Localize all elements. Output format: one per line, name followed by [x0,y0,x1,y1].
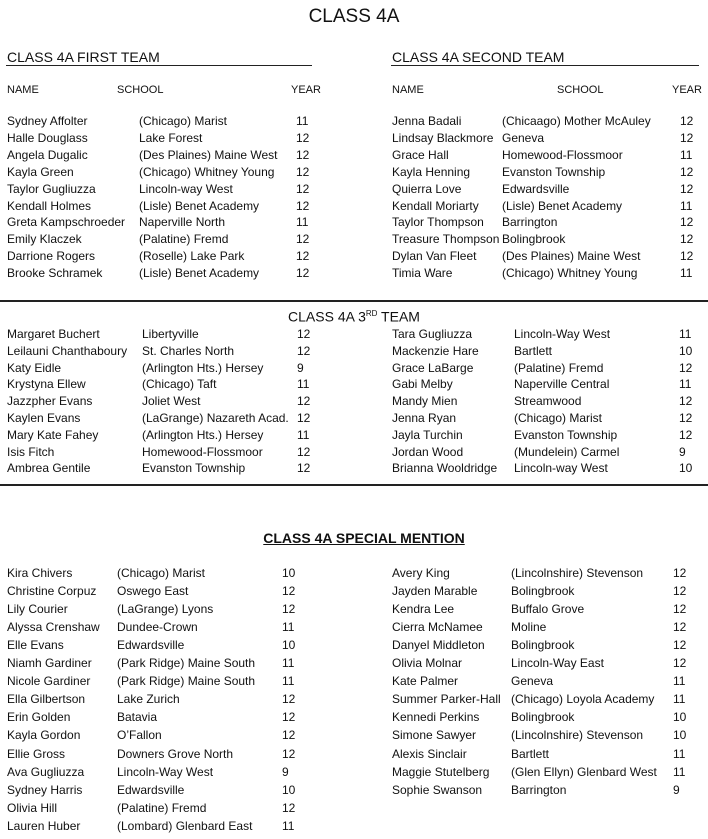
player-school: Lincoln-Way East [511,656,604,671]
player-name: Angela Dugalic [7,147,88,162]
special-mention-heading: CLASS 4A SPECIAL MENTION [263,530,465,546]
second-team-school-header: SCHOOL [557,84,604,96]
player-name: Lauren Huber [7,818,81,833]
player-year: 11 [282,818,295,833]
list-item [0,182,708,199]
list-item [0,674,708,691]
player-year: 11 [680,198,693,213]
first-team-school-header: SCHOOL [117,84,164,96]
player-year: 12 [296,232,310,247]
player-school: (Des Plaines) Maine West [502,249,641,264]
player-year: 12 [296,164,310,179]
list-item [0,819,708,836]
player-name: Sydney Affolter [7,114,88,128]
list-item [0,131,708,148]
player-year: 12 [680,249,694,264]
player-year: 12 [673,584,687,599]
player-year: 11 [282,674,295,689]
player-school: Homewood-Flossmoor [142,444,263,459]
player-name: Jordan Wood [392,444,464,459]
player-name: Greta Kampschroeder [7,215,126,230]
player-school: Naperville Central [514,377,610,392]
player-name: Lindsay Blackmore [392,130,494,145]
player-school: (Roselle) Lake Park [139,249,245,264]
section-divider-2 [0,484,708,486]
player-school: (Mundelein) Carmel [514,444,620,459]
player-year: 10 [282,782,296,797]
player-name: Christine Corpuz [7,584,97,599]
player-year: 12 [297,394,311,409]
player-year: 11 [679,327,692,341]
player-school: Buffalo Grove [511,602,585,617]
player-year: 12 [297,343,311,358]
player-school: (Lisle) Benet Academy [139,266,260,281]
player-name: Jazzpher Evans [7,394,93,409]
player-year: 12 [296,130,310,145]
player-school: Barrington [511,782,567,797]
player-year: 11 [679,377,692,392]
second-team-underline [391,65,699,66]
list-item [0,461,708,478]
player-name: Sophie Swanson [392,782,483,797]
player-school: (Lombard) Glenbard East [117,818,253,833]
player-name: Sydney Harris [7,782,83,797]
list-item [0,638,708,655]
player-year: 12 [680,215,694,230]
player-school: Lincoln-Way West [514,327,611,341]
player-year: 11 [282,656,295,671]
list-item [0,692,708,709]
list-item [0,114,708,131]
list-item [0,411,708,428]
player-year: 12 [282,710,296,725]
third-team-heading-suffix: TEAM [377,308,420,325]
second-team-name-header: NAME [392,84,424,96]
player-year: 10 [679,461,693,476]
player-school: (Chicago) Loyola Academy [511,692,655,707]
player-school: (Park Ridge) Maine South [117,656,256,671]
player-school: (Des Plaines) Maine West [139,147,278,162]
player-year: 10 [679,343,693,358]
player-year: 12 [680,130,694,145]
list-item [0,656,708,673]
list-item [0,361,708,378]
player-year: 12 [297,411,311,425]
player-name: Katy Eidle [7,360,62,375]
player-school: (Chicago) Taft [142,377,217,392]
player-year: 12 [679,360,693,375]
player-year: 12 [679,394,693,409]
player-year: 12 [297,327,311,341]
player-school: Edwardsville [502,181,570,196]
player-school: Bartlett [511,746,550,761]
player-school: Lake Zurich [117,692,180,707]
player-name: Timia Ware [392,266,453,281]
player-year: 12 [679,427,693,442]
player-year: 12 [296,198,310,213]
player-school: Barrington [502,215,558,230]
player-year: 12 [673,602,687,617]
list-item [0,747,708,764]
player-name: Darrione Rogers [7,249,96,264]
player-year: 12 [282,728,296,743]
player-year: 10 [282,638,296,653]
player-year: 12 [673,620,687,635]
player-school: Homewood-Flossmoor [502,147,623,162]
player-year: 12 [297,461,311,476]
player-name: Isis Fitch [7,444,55,459]
player-school: Moline [511,620,547,635]
list-item [0,344,708,361]
list-item [0,232,708,249]
first-team-name-header: NAME [7,84,39,96]
list-item [0,199,708,216]
first-team-underline [6,65,312,66]
list-item [0,710,708,727]
player-school: St. Charles North [142,343,235,358]
player-school: Lincoln-Way West [117,764,214,779]
player-name: Jenna Ryan [392,411,457,425]
player-school: Lincoln-way West [514,461,608,476]
player-year: 11 [282,620,295,635]
player-school: Edwardsville [117,782,185,797]
third-team-heading [0,306,708,325]
player-name: Grace Hall [392,147,449,162]
player-school: Lake Forest [139,130,203,145]
player-name: Ellie Gross [7,746,66,761]
player-school: Bolingbrook [511,710,575,725]
list-item [0,445,708,462]
player-school: Evanston Township [514,427,618,442]
list-item [0,148,708,165]
player-year: 11 [680,147,693,162]
player-name: Avery King [392,566,450,580]
player-year: 10 [282,566,296,580]
player-name: Niamh Gardiner [7,656,92,671]
player-name: Cierra McNamee [392,620,483,635]
list-item [0,428,708,445]
player-name: Kaylen Evans [7,411,81,425]
player-year: 12 [673,656,687,671]
player-name: Alyssa Crenshaw [7,620,100,635]
player-school: Lincoln-way West [139,181,233,196]
player-year: 12 [282,602,296,617]
player-school: (Arlington Hts.) Hersey [142,360,264,375]
player-year: 12 [282,692,296,707]
player-year: 9 [297,360,304,375]
player-school: Streamwood [514,394,582,409]
player-year: 12 [296,266,310,281]
player-year: 12 [282,746,296,761]
player-name: Tara Gugliuzza [392,327,473,341]
player-name: Olivia Hill [7,800,58,815]
player-year: 11 [297,377,310,392]
player-year: 12 [296,249,310,264]
player-name: Margaret Buchert [7,327,100,341]
player-name: Danyel Middleton [392,638,485,653]
player-year: 11 [673,746,686,761]
player-name: Taylor Gugliuzza [7,181,96,196]
player-school: Libertyville [142,327,199,341]
player-school: (Arlington Hts.) Hersey [142,427,264,442]
player-year: 11 [673,764,686,779]
player-school: O’Fallon [117,728,162,743]
player-name: Kendra Lee [392,602,455,617]
first-team-year-header: YEAR [291,84,321,96]
player-year: 10 [673,728,687,743]
player-name: Jenna Badali [392,114,462,128]
player-year: 12 [680,164,694,179]
player-name: Kira Chivers [7,566,73,580]
list-item [0,377,708,394]
player-year: 12 [282,584,296,599]
player-year: 12 [673,638,687,653]
player-name: Mackenzie Hare [392,343,479,358]
player-school: Geneva [502,130,545,145]
player-name: Brooke Schramek [7,266,103,281]
list-item [0,266,708,283]
player-year: 11 [296,215,309,230]
player-name: Mandy Mien [392,394,458,409]
list-item [0,765,708,782]
player-school: (Palatine) Fremd [139,232,229,247]
first-team-heading: CLASS 4A FIRST TEAM [7,49,160,65]
player-name: Dylan Van Fleet [392,249,477,264]
player-school: (Chicago) Marist [514,411,603,425]
second-team-year-header: YEAR [672,84,702,96]
player-year: 11 [673,692,686,707]
player-name: Kayla Gordon [7,728,81,743]
player-school: (Chicago) Marist [117,566,206,580]
player-year: 10 [673,710,687,725]
player-name: Mary Kate Fahey [7,427,99,442]
list-item [0,602,708,619]
player-name: Kendall Moriarty [392,198,479,213]
player-year: 9 [282,764,289,779]
player-name: Quierra Love [392,181,462,196]
list-item [0,728,708,745]
player-school: Bolingbrook [502,232,566,247]
player-year: 12 [296,181,310,196]
list-item [0,394,708,411]
player-name: Summer Parker-Hall [392,692,501,707]
player-year: 11 [296,114,309,128]
player-name: Leilauni Chanthaboury [7,343,128,358]
player-year: 12 [297,444,311,459]
player-name: Grace LaBarge [392,360,474,375]
player-year: 11 [680,266,693,281]
list-item [0,584,708,601]
player-school: Joliet West [142,394,201,409]
player-school: (Lincolnshire) Stevenson [511,566,644,580]
player-name: Gabi Melby [392,377,453,392]
player-name: Erin Golden [7,710,71,725]
player-name: Ambrea Gentile [7,461,91,476]
player-name: Kendall Holmes [7,198,92,213]
player-name: Kayla Henning [392,164,471,179]
player-name: Lily Courier [7,602,68,617]
list-item [0,783,708,800]
player-name: Taylor Thompson [392,215,484,230]
player-school: (Chicaago) Mother McAuley [502,114,651,128]
page-title: CLASS 4A [308,6,400,27]
player-name: Ella Gilbertson [7,692,86,707]
player-school: (Glen Ellyn) Glenbard West [511,764,657,779]
third-team-heading-sup: RD [365,309,378,318]
player-school: Geneva [511,674,554,689]
player-school: Edwardsville [117,638,185,653]
player-name: Jayla Turchin [392,427,463,442]
player-school: (Chicago) Whitney Young [502,266,638,281]
player-school: (LaGrange) Nazareth Acad. [142,411,289,425]
player-year: 12 [680,181,694,196]
list-item [0,165,708,182]
player-name: Nicole Gardiner [7,674,91,689]
player-year: 12 [296,147,310,162]
player-school: Bolingbrook [511,584,575,599]
player-name: Simone Sawyer [392,728,477,743]
player-school: Bolingbrook [511,638,575,653]
player-school: (Chicago) Whitney Young [139,164,275,179]
player-name: Brianna Wooldridge [392,461,498,476]
third-team-heading-prefix: CLASS 4A 3 [288,308,366,325]
player-school: Oswego East [117,584,189,599]
player-name: Kate Palmer [392,674,459,689]
player-name: Jayden Marable [392,584,478,599]
player-name: Kennedi Perkins [392,710,480,725]
list-item [0,215,708,232]
player-school: Batavia [117,710,158,725]
player-year: 11 [297,427,310,442]
list-item [0,620,708,637]
player-school: (Chicago) Marist [139,114,228,128]
player-year: 9 [679,444,686,459]
player-school: (Palatine) Fremd [514,360,604,375]
player-school: Bartlett [514,343,553,358]
list-item [0,566,708,583]
player-name: Treasure Thompson [392,232,500,247]
player-school: Dundee-Crown [117,620,198,635]
player-year: 12 [673,566,687,580]
player-year: 9 [673,782,680,797]
player-school: Downers Grove North [117,746,234,761]
player-school: Evanston Township [502,164,606,179]
player-name: Ava Gugliuzza [7,764,85,779]
player-name: Kayla Green [7,164,74,179]
player-year: 11 [673,674,686,689]
player-school: (LaGrange) Lyons [117,602,214,617]
player-school: (Lincolnshire) Stevenson [511,728,644,743]
list-item [0,327,708,344]
player-school: (Palatine) Fremd [117,800,207,815]
player-school: Evanston Township [142,461,246,476]
player-year: 12 [680,232,694,247]
player-name: Krystyna Ellew [7,377,86,392]
list-item [0,249,708,266]
player-school: Naperville North [139,215,226,230]
player-school: (Lisle) Benet Academy [502,198,623,213]
player-school: (Lisle) Benet Academy [139,198,260,213]
list-item [0,801,708,818]
section-divider [0,300,708,302]
player-year: 12 [680,114,694,128]
player-school: (Park Ridge) Maine South [117,674,256,689]
player-name: Olivia Molnar [392,656,463,671]
second-team-heading: CLASS 4A SECOND TEAM [392,49,565,65]
player-name: Elle Evans [7,638,64,653]
player-name: Emily Klaczek [7,232,82,247]
player-year: 12 [679,411,693,425]
player-name: Halle Douglass [7,130,88,145]
player-year: 12 [282,800,296,815]
player-name: Maggie Stutelberg [392,764,490,779]
player-name: Alexis Sinclair [392,746,467,761]
